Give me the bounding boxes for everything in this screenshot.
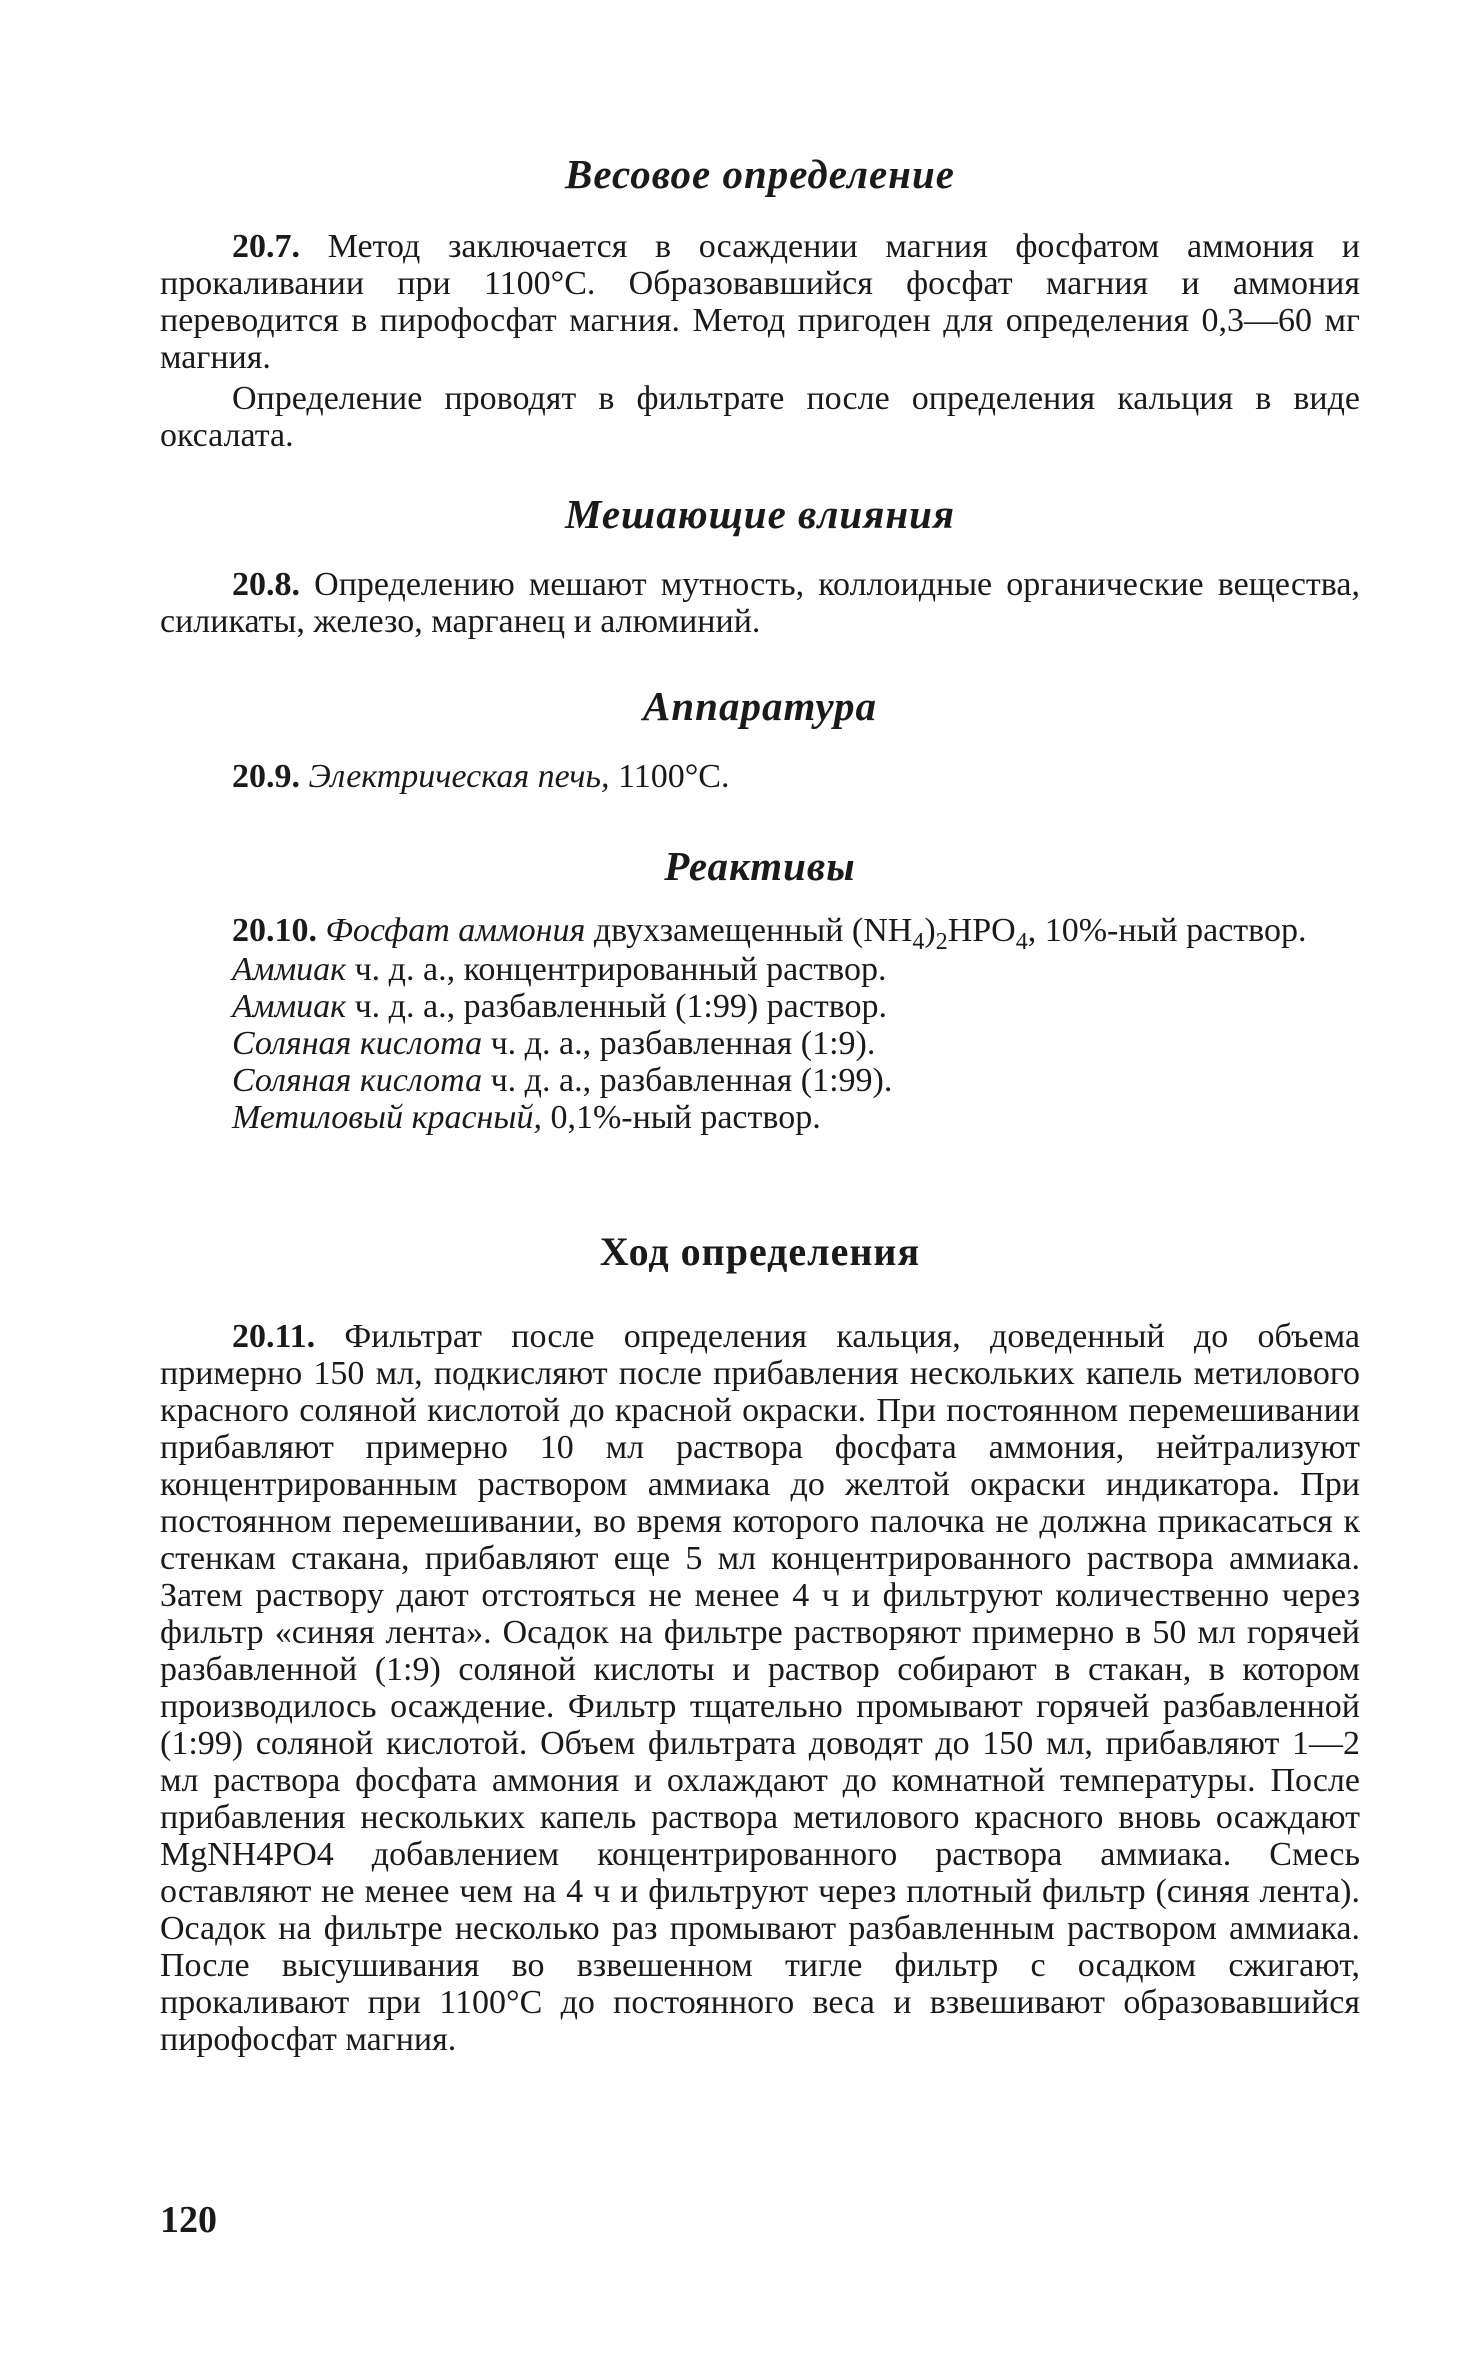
paragraph-text: Определению мешают мутность, коллоидные органические вещества, силикаты, железо, марганец и алюминий. (160, 566, 1360, 640)
paragraph-20-10 (160, 912, 1360, 1136)
heading-apparatus: Аппаратура (643, 683, 877, 729)
section-gravimetric (160, 150, 1360, 198)
heading-reagents: Реактивы (664, 843, 856, 889)
paragraph-number: 20.9. (232, 758, 300, 795)
apparatus-name: Электрическая печь, (308, 758, 610, 795)
paragraph-20-8 (160, 566, 1360, 640)
reagent-item: Соляная кислота ч. д. а., разбавленная (1:99). (232, 1062, 893, 1099)
reagent-name: Фосфат аммония (325, 912, 586, 949)
heading-gravimetric: Весовое определение (565, 151, 955, 197)
heading-interferences: Мешающие влияния (564, 491, 956, 537)
paragraph-20-11 (160, 1318, 1360, 2058)
paragraph-number: 20.8. (232, 566, 300, 603)
reagent-item: Аммиак ч. д. а., разбавленный (1:99) раствор. (232, 988, 888, 1025)
paragraph-20-7-continued: Определение проводят в фильтрате после определения кальция в виде оксалата. (160, 380, 1360, 454)
section-reagents (160, 842, 1360, 890)
reagent-item: Соляная кислота ч. д. а., разбавленная (1:9). (232, 1025, 876, 1062)
reagent-formula: двухзамещенный $(NH_4)_2HPO_4$, 10%-ный раствор. (593, 912, 1307, 955)
reagent-item: Метиловый красный, 0,1%-ный раствор. (232, 1099, 821, 1136)
reagent-list (160, 951, 1360, 1136)
apparatus-spec: 1100°С. (617, 758, 730, 795)
section-apparatus (160, 682, 1360, 730)
paragraph-text: Фильтрат после определения кальция, доведенный до объема примерно 150 мл, подкисляют после прибавления нескольких капель метилового красного соляной кислотой до красной окраски. При постоянном перемешивании прибавляют примерно 10 мл раствора фосфата аммония, нейтрализуют концентрированным раствором аммиака до желтой окраски индикатора. При постоянном перемешивании, во время которого палочка не должна прикасаться к стенкам стакана, прибавляют еще 5 мл концентрированного раствора аммиака. Затем раствору дают отстояться не менее 4 ч и фильтруют количественно через фильтр «синяя лента». Осадок на фильтре растворяют примерно в 50 мл горячей разбавленной (1:9) соляной кислоты и раствор собирают в стакан, в котором производилось осаждение. Фильтр тщательно промывают горячей разбавленной (1:99) соляной кислотой. Объем фильтрата доводят до 150 мл, прибавляют 1—2 мл раствора фосфата аммония и охлаждают до комнатной температуры. После прибавления нескольких капель раствора метилового красного вновь осаждают MgNH4PO4 добавлением концентрированного раствора аммиака. Смесь оставляют не менее чем на 4 ч и фильтруют через плотный фильтр (синяя лента). Осадок на фильтре несколько раз промывают разбавленным раствором аммиака. После высушивания во взвешенном тигле фильтр с осадком сжигают, прокаливают при 1100°С до постоянного веса и взвешивают образовавшийся пирофосфат магния. (160, 1318, 1361, 2058)
paragraph-20-7 (160, 228, 1360, 454)
paragraph-number: 20.7. (232, 228, 300, 265)
paragraph-text: Метод заключается в осаждении магния фосфатом аммония и прокаливании при 1100°С. Образовавшийся фосфат магния и аммония переводится в пирофосфат магния. Метод пригоден для определения 0,3—60 мг магния. (160, 228, 1361, 376)
paragraph-number: 20.10. (232, 912, 317, 949)
paragraph-number: 20.11. (232, 1318, 316, 1355)
page-number: 120 (160, 2199, 217, 2241)
reagent-item: Аммиак ч. д. а., концентрированный раствор. (232, 951, 887, 988)
section-procedure (160, 1228, 1360, 1275)
paragraph-20-9 (160, 758, 1360, 795)
section-interferences (160, 490, 1360, 538)
heading-procedure: Ход определения (599, 1229, 921, 1274)
